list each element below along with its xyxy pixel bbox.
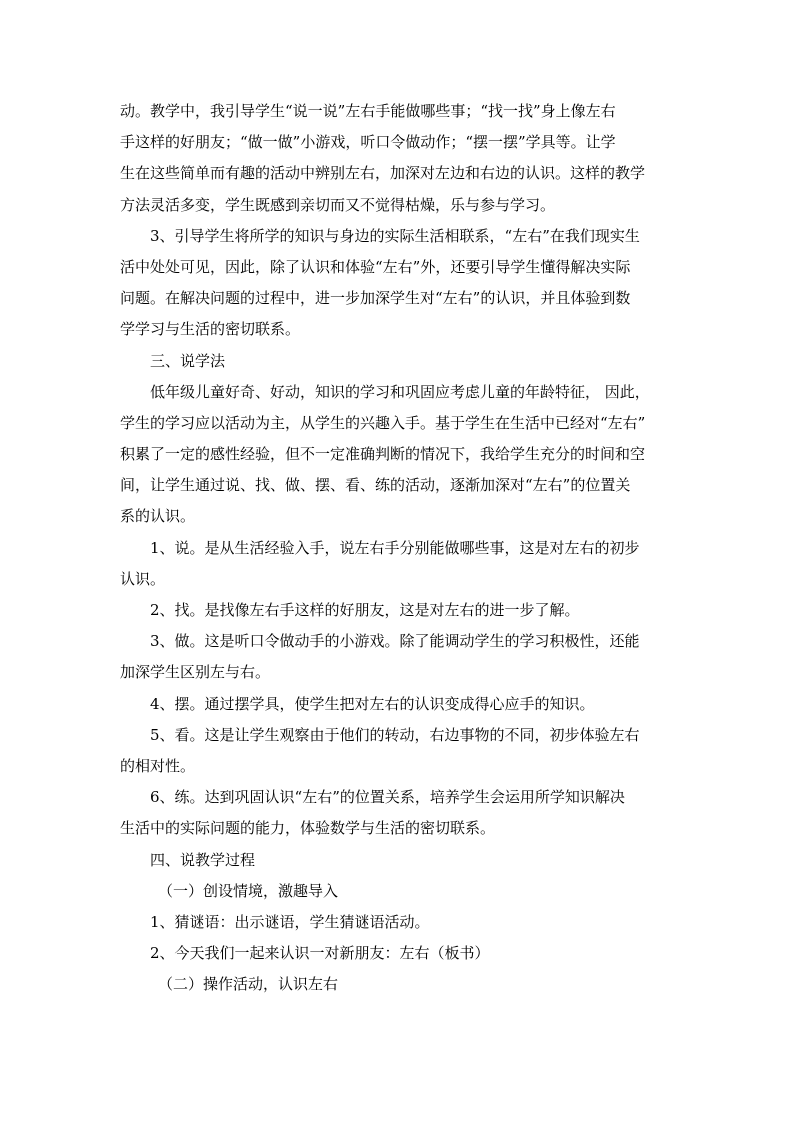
- section-heading: 四、说教学过程: [150, 850, 256, 869]
- text-line: 低年级儿童好奇、好动，知识的学习和巩固应考虑儿童的年龄特征， 因此，: [150, 382, 650, 401]
- text-line: 1、说。是从生活经验入手，说左右手分别能做哪些事，这是对左右的初步: [150, 538, 640, 557]
- text-line: 方法灵活多变，学生既感到亲切而又不觉得枯燥，乐与参与学习。: [120, 195, 556, 214]
- document-page: [120, 96, 676, 1000]
- text-line: 生在这些简单而有趣的活动中辨别左右，加深对左边和右边的认识。这样的教学: [120, 164, 646, 183]
- text-line: 认识。: [120, 569, 166, 588]
- text-line: 加深学生区别左与右。: [120, 663, 271, 682]
- text-line: 的相对性。: [120, 756, 196, 775]
- text-line: 2、今天我们一起来认识一对新朋友：左右（板书）: [150, 944, 490, 963]
- text-line: 5、看。这是让学生观察由于他们的转动，右边事物的不同，初步体验左右: [150, 725, 640, 744]
- text-line: 3、做。这是听口令做动手的小游戏。除了能调动学生的学习积极性，还能: [150, 632, 640, 651]
- text-line: 系的认识。: [120, 507, 196, 526]
- text-line: 3、引导学生将所学的知识与身边的实际生活相联系，“左右”在我们现实生: [150, 226, 640, 245]
- text-line: 4、摆。通过摆学具，使学生把对左右的认识变成得心应手的知识。: [150, 694, 595, 713]
- text-line: 2、找。是找像左右手这样的好朋友，这是对左右的进一步了解。: [150, 601, 580, 619]
- section-heading: 三、说学法: [150, 351, 226, 370]
- text-line: 动。教学中，我引导学生“说一说”左右手能做哪些事；“找一找”身上像左右: [120, 102, 616, 120]
- text-line: 手这样的好朋友；“做一做”小游戏，听口令做动作；“摆一摆”学具等。让学: [120, 133, 616, 152]
- text-line: 6、练。达到巩固认识“左右”的位置关系，培养学生会运用所学知识解决: [150, 788, 625, 807]
- text-line: 活中处处可见，因此，除了认识和体验“左右”外，还要引导学生懂得解决实际: [120, 257, 631, 276]
- text-line: 生活中的实际问题的能力，体验数学与生活的密切联系。: [120, 819, 496, 838]
- subsection-heading: （一）创设情境，激趣导入: [158, 881, 339, 900]
- text-line: 学学习与生活的密切联系。: [120, 320, 301, 339]
- text-line: 1、猜谜语：出示谜语，学生猜谜语活动。: [150, 912, 430, 931]
- subsection-heading: （二）操作活动，认识左右: [158, 975, 339, 994]
- text-line: 间，让学生通过说、找、做、摆、看、练的活动，逐渐加深对“左右”的位置关: [120, 476, 631, 495]
- text-line: 学生的学习应以活动为主，从学生的兴趣入手。基于学生在生活中已经对“左右”: [120, 413, 646, 432]
- text-line: 问题。在解决问题的过程中，进一步加深学生对“左右”的认识，并且体验到数: [120, 289, 631, 308]
- text-line: 积累了一定的感性经验，但不一定准确判断的情况下，我给学生充分的时间和空: [120, 445, 646, 464]
